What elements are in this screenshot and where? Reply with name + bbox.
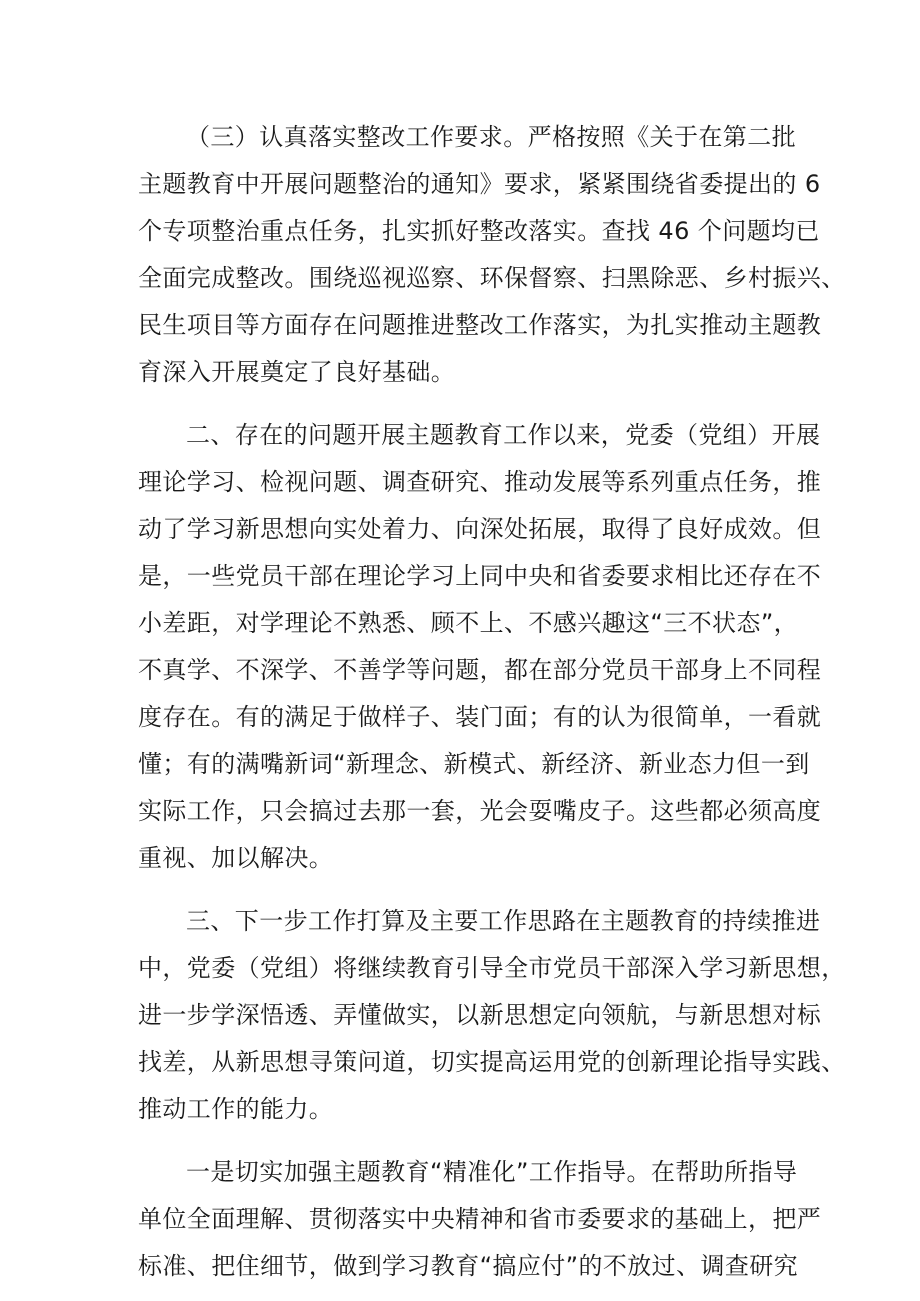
text-line: 中，党委（党组）将继续教育引导全市党员干部深入学习新思想， <box>138 954 846 982</box>
text-line: 二、存在的问题开展主题教育工作以来，党委（党组）开展 <box>186 421 821 449</box>
text-line: 进一步学深悟透、弄懂做实，以新思想定向领航，与新思想对标 <box>138 1001 822 1029</box>
text-line: 一是切实加强主题教育“精准化”工作指导。在帮助所指导 <box>186 1158 798 1186</box>
text-line: 是，一些党员干部在理论学习上同中央和省委要求相比还存在不 <box>138 562 822 590</box>
text-line: 主题教育中开展问题整治的通知》要求，紧紧围绕省委提出的 6 <box>138 170 821 198</box>
text-line: 三、下一步工作打算及主要工作思路在主题教育的持续推进 <box>186 907 821 935</box>
text-line: 度存在。有的满足于做样子、装门面；有的认为很简单，一看就 <box>138 703 822 731</box>
text-line: 单位全面理解、贯彻落实中央精神和省市委要求的基础上，把严 <box>138 1205 822 1233</box>
text-line: 全面完成整改。围绕巡视巡察、环保督察、扫黑除恶、乡村振兴、 <box>138 264 846 292</box>
text-line: 育深入开展奠定了良好基础。 <box>138 358 456 386</box>
text-line: 个专项整治重点任务，扎实抓好整改落实。查找 46 个问题均已 <box>138 217 820 245</box>
text-line: 推动工作的能力。 <box>138 1095 334 1123</box>
text-line: 民生项目等方面存在问题推进整改工作落实，为扎实推动主题教 <box>138 311 822 339</box>
text-line: 理论学习、检视问题、调查研究、推动发展等系列重点任务，推 <box>138 468 822 496</box>
document-body <box>138 114 846 1290</box>
text-line: 找差，从新思想寻策问道，切实提高运用党的创新理论指导实践、 <box>138 1048 846 1076</box>
text-line: 动了学习新思想向实处着力、向深处拓展，取得了良好成效。但 <box>138 515 822 543</box>
text-line: 实际工作，只会搞过去那一套，光会耍嘴皮子。这些都必须高度 <box>138 797 822 825</box>
text-line: 小差距，对学理论不熟悉、顾不上、不感兴趣这“三不状态”， <box>138 609 799 637</box>
text-line: 标准、把住细节，做到学习教育“搞应付”的不放过、调查研究 <box>138 1252 799 1280</box>
paragraph-existing-problems <box>138 412 822 882</box>
paragraph-guidance <box>138 1149 822 1290</box>
text-line: 懂；有的满嘴新词“新理念、新模式、新经济、新业态力但一到 <box>138 750 810 778</box>
text-line: （三）认真落实整改工作要求。严格按照《关于在第二批 <box>186 123 796 151</box>
paragraph-next-steps <box>138 898 846 1133</box>
text-line: 不真学、不深学、不善学等问题，都在部分党员干部身上不同程 <box>138 656 822 684</box>
paragraph-rectification <box>138 114 846 396</box>
text-line: 重视、加以解决。 <box>138 844 334 872</box>
